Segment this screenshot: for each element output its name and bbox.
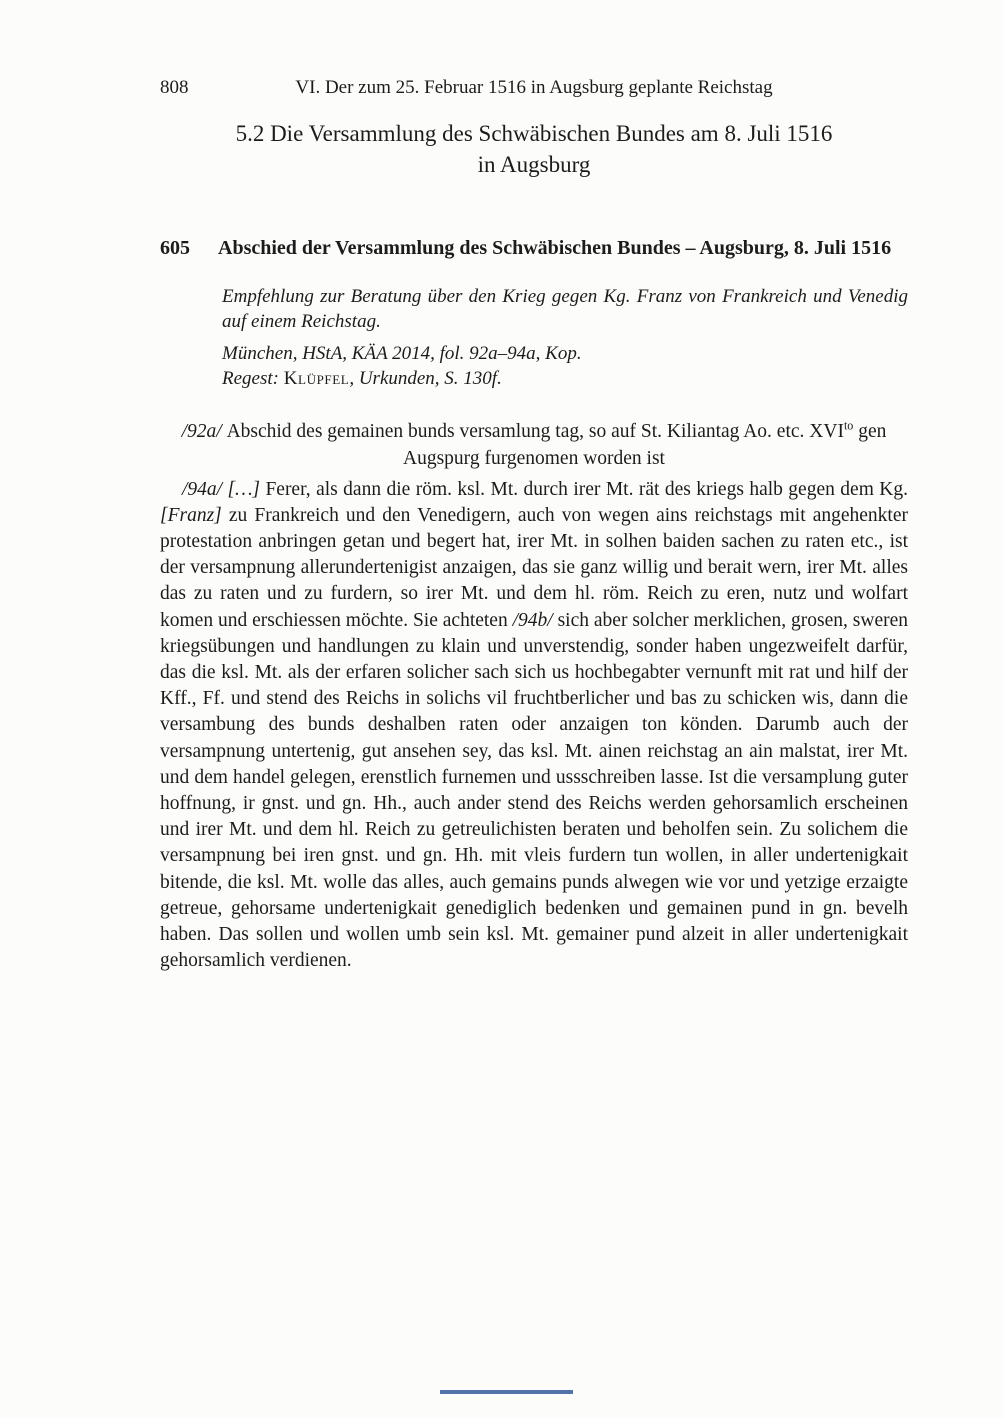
page-header bbox=[160, 76, 908, 100]
entry-regest: Regest: Klüpfel, Urkunden, S. 130f. bbox=[222, 367, 502, 389]
entry-source: München, HStA, KÄA 2014, fol. 92a–94a, Kop. bbox=[222, 342, 582, 364]
section-heading bbox=[160, 118, 908, 180]
entry-number: 605 bbox=[160, 237, 190, 259]
section-heading-line2: in Augsburg bbox=[477, 152, 591, 177]
entry-meta bbox=[222, 284, 908, 391]
running-header: VI. Der zum 25. Februar 1516 in Augsburg geplante Reichstag bbox=[295, 77, 773, 98]
page-number: 808 bbox=[160, 77, 189, 98]
section-heading-line1: 5.2 Die Versammlung des Schwäbischen Bundes am 8. Juli 1516 bbox=[235, 121, 833, 146]
entry-abstract: Empfehlung zur Beratung über den Krieg gegen Kg. Franz von Frankreich und Venedig auf einem Reichstag. bbox=[222, 285, 908, 332]
footer-mark bbox=[440, 1390, 573, 1394]
entry-title: Abschied der Versammlung des Schwäbischen Bundes – Augsburg, 8. Juli 1516 bbox=[218, 237, 892, 259]
entry-heading bbox=[160, 234, 908, 263]
document-heading: /92a/ Abschid des gemainen bunds versamlung tag, so auf St. Kiliantag Ao. etc. $XVI^{to}$ gen Augspurg furgenomen worden ist bbox=[181, 418, 887, 469]
document-text: /94a/ […] Ferer, als dann die röm. ksl. Mt. durch irer Mt. rät des kriegs halb gegen dem Kg. [Franz] zu Frankreich und den Venedigern, auch von wegen ains reichstags mit angehenkter protestation anbringen getan und begert hat, irer Mt. in solhen baiden sachen zu raten etc., ist der versampnung allerundertenigist anzaigen, das sie ganz willig und berait wern, irer Mt. alles das zu raten und zu furdern, so irer Mt. und dem hl. röm. Reich zu eren, nutz und wolfart komen und erschiessen möchte. Sie achteten /94b/ sich aber solcher merklichen, grosen, sweren kriegsübungen und handlungen zu klain und unverstendig, sonder haben ungezweifelt darfür, das die ksl. Mt. als der erfaren solicher sach sich us hochbegabter vernunft mit rat und hilf der Kff., Ff. und stend des Reichs in solichs vil fruchtberlicher und bas zu schicken wis, dann die versambung des bunds deshalben raten oder anzaigen ton könden. Darumb auch der versampnung untertenig, gut ansehen sey, das ksl. Mt. ainen reichstag an ain malstat, irer Mt. und dem handel gelegen, erenstlich furnemen und ussschreiben lasse. Ist die versamplung guter hoffnung, ir gnst. und gn. Hh., auch ander stend des Reichs werden gehorsamlich erscheinen und irer Mt. und dem hl. Reich zu getreulichisten beraten und beholfen sein. Zu solichem die versampnung bei iren gnst. und gn. Hh. mit vleis furdern tun wollen, in aller undertenigkait bitende, die ksl. Mt. wolle das alles, auch gemains punds alwegen wie vor und yetzige erzaigte getreue, gehorsame undertenigkait genediglich bedenken und gemainen pund in gn. bevelh haben. Das sollen und wollen umb sein ksl. Mt. gemainer pund alzeit in aller undertenigkait gehorsamlich verdienen. bbox=[160, 478, 908, 972]
